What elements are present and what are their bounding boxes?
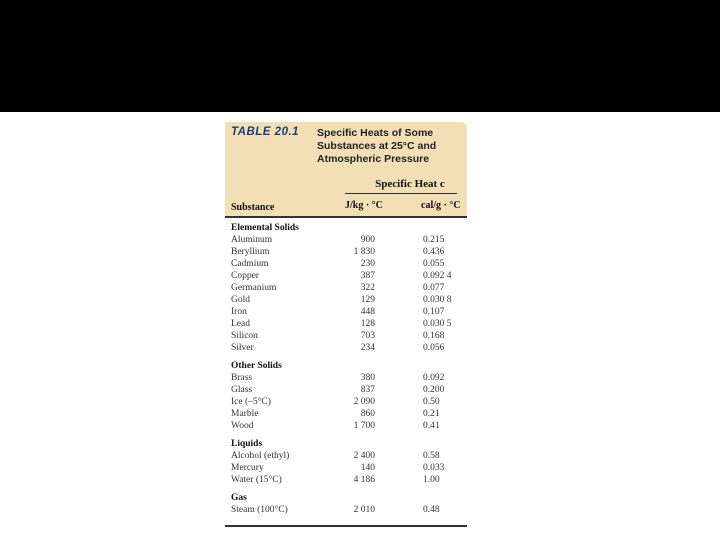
table-row: [225, 396, 467, 408]
cal-cell: 0.055: [423, 259, 445, 269]
substance-cell: Glass: [231, 385, 253, 395]
table-row: [225, 504, 467, 516]
cal-cell: 0.056: [423, 343, 445, 353]
substance-cell: Copper: [231, 271, 259, 281]
cal-cell: 0.092 4: [423, 271, 452, 281]
table-row: [225, 450, 467, 462]
jkg-cell: 230: [360, 259, 375, 269]
table-row: [225, 294, 467, 306]
table-row: [225, 474, 467, 486]
jkg-cell: 322: [360, 283, 375, 293]
jkg-cell: 129: [360, 295, 375, 305]
table-row: [225, 306, 467, 318]
table-header: [225, 122, 467, 218]
jkg-cell: 703: [360, 331, 375, 341]
cal-cell: 0.50: [423, 397, 440, 407]
substance-cell: Silver: [231, 343, 254, 353]
specific-heat-underline: [345, 193, 457, 194]
substance-cell: Steam (100°C): [231, 505, 288, 515]
table-row: [225, 258, 467, 270]
table-row: [225, 420, 467, 432]
table-body: [225, 222, 467, 516]
cal-cell: 0.077: [423, 283, 445, 293]
jkg-cell: 128: [360, 319, 375, 329]
header-rule: [225, 216, 467, 218]
group-title: Gas: [231, 493, 247, 503]
table-row: [225, 342, 467, 354]
cal-cell: 0.436: [423, 247, 445, 257]
group-title: Other Solids: [231, 361, 282, 371]
specific-heat-table: [225, 122, 467, 530]
jkg-cell: 234: [360, 343, 375, 353]
table-row: [225, 384, 467, 396]
table-row: [225, 234, 467, 246]
jkg-cell: 900: [360, 235, 375, 245]
column-header-substance: Substance: [231, 202, 275, 213]
cal-cell: 0.41: [423, 421, 440, 431]
jkg-cell: 140: [360, 463, 375, 473]
cal-cell: 0.215: [423, 235, 445, 245]
substance-cell: Ice (–5°C): [231, 397, 271, 407]
cal-cell: 0.030 8: [423, 295, 452, 305]
substance-cell: Marble: [231, 409, 259, 419]
table-row: [225, 246, 467, 258]
table-row: [225, 462, 467, 474]
cal-cell: 0.092: [423, 373, 445, 383]
substance-cell: Silicon: [231, 331, 258, 341]
substance-cell: Gold: [231, 295, 250, 305]
jkg-cell: 2 400: [353, 451, 375, 461]
table-row: [225, 372, 467, 384]
jkg-cell: 1 700: [353, 421, 375, 431]
jkg-cell: 380: [360, 373, 375, 383]
specific-heat-heading: Specific Heat c: [375, 178, 445, 190]
substance-cell: Wood: [231, 421, 254, 431]
table-caption: Specific Heats of Some Substances at 25°C and Atmospheric Pressure: [317, 127, 437, 165]
jkg-cell: 1 830: [353, 247, 375, 257]
substance-cell: Iron: [231, 307, 247, 317]
jkg-cell: 2 010: [353, 505, 375, 515]
jkg-cell: 448: [360, 307, 375, 317]
cal-cell: 0.200: [423, 385, 445, 395]
substance-cell: Lead: [231, 319, 250, 329]
substance-cell: Water (15°C): [231, 475, 282, 485]
table-row: [225, 330, 467, 342]
jkg-cell: 2 090: [353, 397, 375, 407]
group-title: Elemental Solids: [231, 223, 299, 233]
table-row: [225, 318, 467, 330]
cal-cell: 0.58: [423, 451, 440, 461]
table-row: [225, 282, 467, 294]
cal-cell: 0.030 5: [423, 319, 452, 329]
substance-cell: Alcohol (ethyl): [231, 451, 290, 461]
table-number: TABLE 20.1: [231, 126, 300, 138]
table-row: [225, 408, 467, 420]
table-row: [225, 270, 467, 282]
cal-cell: 0.033: [423, 463, 445, 473]
substance-cell: Aluminum: [231, 235, 273, 245]
cal-cell: 0.107: [423, 307, 445, 317]
jkg-cell: 837: [360, 385, 375, 395]
substance-cell: Cadmium: [231, 259, 269, 269]
column-header-jkg: J/kg · °C: [345, 200, 383, 211]
jkg-cell: 4 186: [353, 475, 375, 485]
bottom-rule: [225, 525, 467, 527]
group-title: Liquids: [231, 439, 263, 449]
jkg-cell: 860: [360, 409, 375, 419]
substance-cell: Germanium: [231, 283, 277, 293]
substance-cell: Beryllium: [231, 247, 270, 257]
top-black-bar: [0, 0, 720, 112]
substance-cell: Mercury: [231, 463, 264, 473]
cal-cell: 0.168: [423, 331, 445, 341]
cal-cell: 0.48: [423, 505, 440, 515]
jkg-cell: 387: [360, 271, 375, 281]
column-header-cal: cal/g · °C: [421, 200, 461, 211]
cal-cell: 0.21: [423, 409, 440, 419]
substance-cell: Brass: [231, 373, 253, 383]
cal-cell: 1.00: [423, 475, 440, 485]
